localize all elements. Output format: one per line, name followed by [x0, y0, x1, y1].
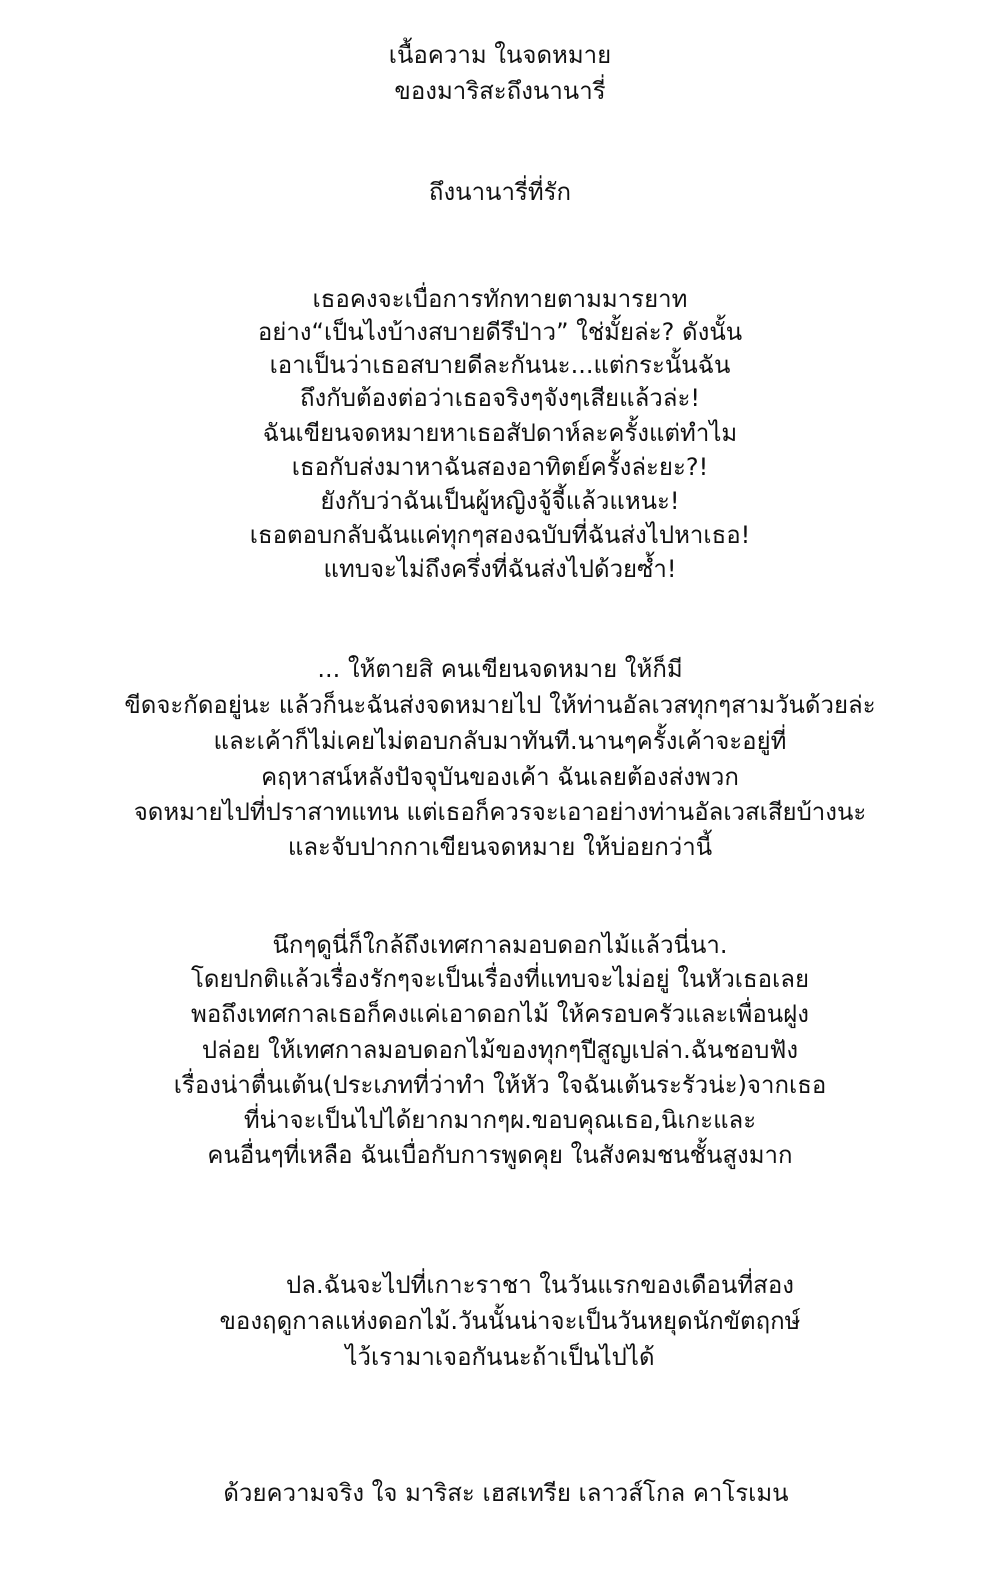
paragraph-1-line-2: อย่าง“เป็นไงบ้างสบายดีรึป่าว” ใช่มั้ยล่ะ? ดังนั้น [257, 318, 743, 346]
paragraph-1-line-6: เธอกับส่งมาหาฉันสองอาทิตย์ครั้งล่ะยะ?! [291, 453, 709, 481]
paragraph-2-line-1: ... ให้ตายสิ คนเขียนจดหมาย ให้ก็มี [317, 655, 683, 683]
paragraph-3-line-5: เรื่องน่าตื่นเต้น(ประเภทที่ว่าทำ ให้หัว ใจฉันเต้นระรัวน่ะ)จากเธอ [173, 1071, 827, 1099]
paragraph-4-line-2: ของฤดูกาลแห่งดอกไม้.วันนั้นน่าจะเป็นวันหยุดนักขัตฤกษ์ [219, 1307, 801, 1335]
paragraph-1-line-1: เธอคงจะเบื่อการทักทายตามมารยาท [312, 285, 688, 313]
paragraph-3-line-3: พอถึงเทศกาลเธอก็คงแค่เอาดอกไม้ ให้ครอบครัวและเพื่อนฝูง [191, 1000, 809, 1028]
paragraph-2-line-6: และจับปากกาเขียนจดหมาย ให้บ่อยกว่านี้ [287, 833, 713, 861]
salutation: ถึงนานารี่ที่รัก [428, 178, 572, 206]
paragraph-1-line-7: ยังกับว่าฉันเป็นผู้หญิงจู้จี้แล้วแหนะ! [320, 487, 680, 515]
paragraph-1-line-9: แทบจะไม่ถึงครึ่งที่ฉันส่งไปด้วยซ้ำ! [323, 555, 677, 583]
paragraph-3-line-6: ที่น่าจะเป็นไปได้ยากมากๆผ.ขอบคุณเธอ,นิเกะและ [243, 1106, 757, 1134]
paragraph-3-line-7: คนอื่นๆที่เหลือ ฉันเบื่อกับการพูดคุย ในสังคมชนชั้นสูงมาก [207, 1141, 793, 1169]
paragraph-1-line-3: เอาเป็นว่าเธอสบายดีละกันนะ...แต่กระนั้นฉัน [269, 351, 731, 379]
paragraph-2-line-5: จดหมายไปที่ปราสาทแทน แต่เธอก็ควรจะเอาอย่างท่านอัลเวสเสียบ้างนะ [133, 798, 867, 826]
paragraph-3-line-2: โดยปกติแล้วเรื่องรักๆจะเป็นเรื่องที่แทบจะไม่อยู่ ในหัวเธอเลย [190, 965, 810, 993]
paragraph-1-line-8: เธอตอบกลับฉันแค่ทุกๆสองฉบับที่ฉันส่งไปหาเธอ! [249, 521, 751, 549]
paragraph-2-line-4: คฤหาสน์หลังปัจจุบันของเค้า ฉันเลยต้องส่งพวก [261, 763, 739, 791]
closing-signature: ด้วยความจริง ใจ มาริสะ เฮสเทรีย เลาวส์โกล คาโรเมน [223, 1479, 789, 1507]
paragraph-3-line-4: ปล่อย ให้เทศกาลมอบดอกไม้ของทุกๆปีสูญเปล่า.ฉันชอบฟัง [201, 1036, 799, 1064]
letter-title-line-2: ของมาริสะถึงนานารี่ [394, 77, 606, 105]
paragraph-2-line-3: และเค้าก็ไม่เคยไม่ตอบกลับมาทันที.นานๆครั้งเค้าจะอยู่ที่ [213, 727, 787, 755]
letter-title-line-1: เนื้อความ ในจดหมาย [388, 41, 612, 69]
paragraph-1-line-4: ถึงกับต้องต่อว่าเธอจริงๆจังๆเสียแล้วล่ะ! [300, 384, 700, 412]
paragraph-1-line-5: ฉันเขียนจดหมายหาเธอสัปดาห์ละครั้งแต่ทำไม [262, 419, 738, 447]
paragraph-2-line-2: ขีดจะกัดอยู่นะ แล้วก็นะฉันส่งจดหมายไป ให้ท่านอัลเวสทุกๆสามวันด้วยล่ะ [124, 691, 876, 719]
paragraph-3-line-1: นึกๆดูนี่ก็ใกล้ถึงเทศกาลมอบดอกไม้แล้วนี่นา. [272, 931, 728, 959]
paragraph-4-line-3: ไว้เรามาเจอกันนะถ้าเป็นไปได้ [345, 1343, 655, 1371]
paragraph-4-line-1: ปล.ฉันจะไปที่เกาะราชา ในวันแรกของเดือนที่สอง [286, 1271, 794, 1299]
